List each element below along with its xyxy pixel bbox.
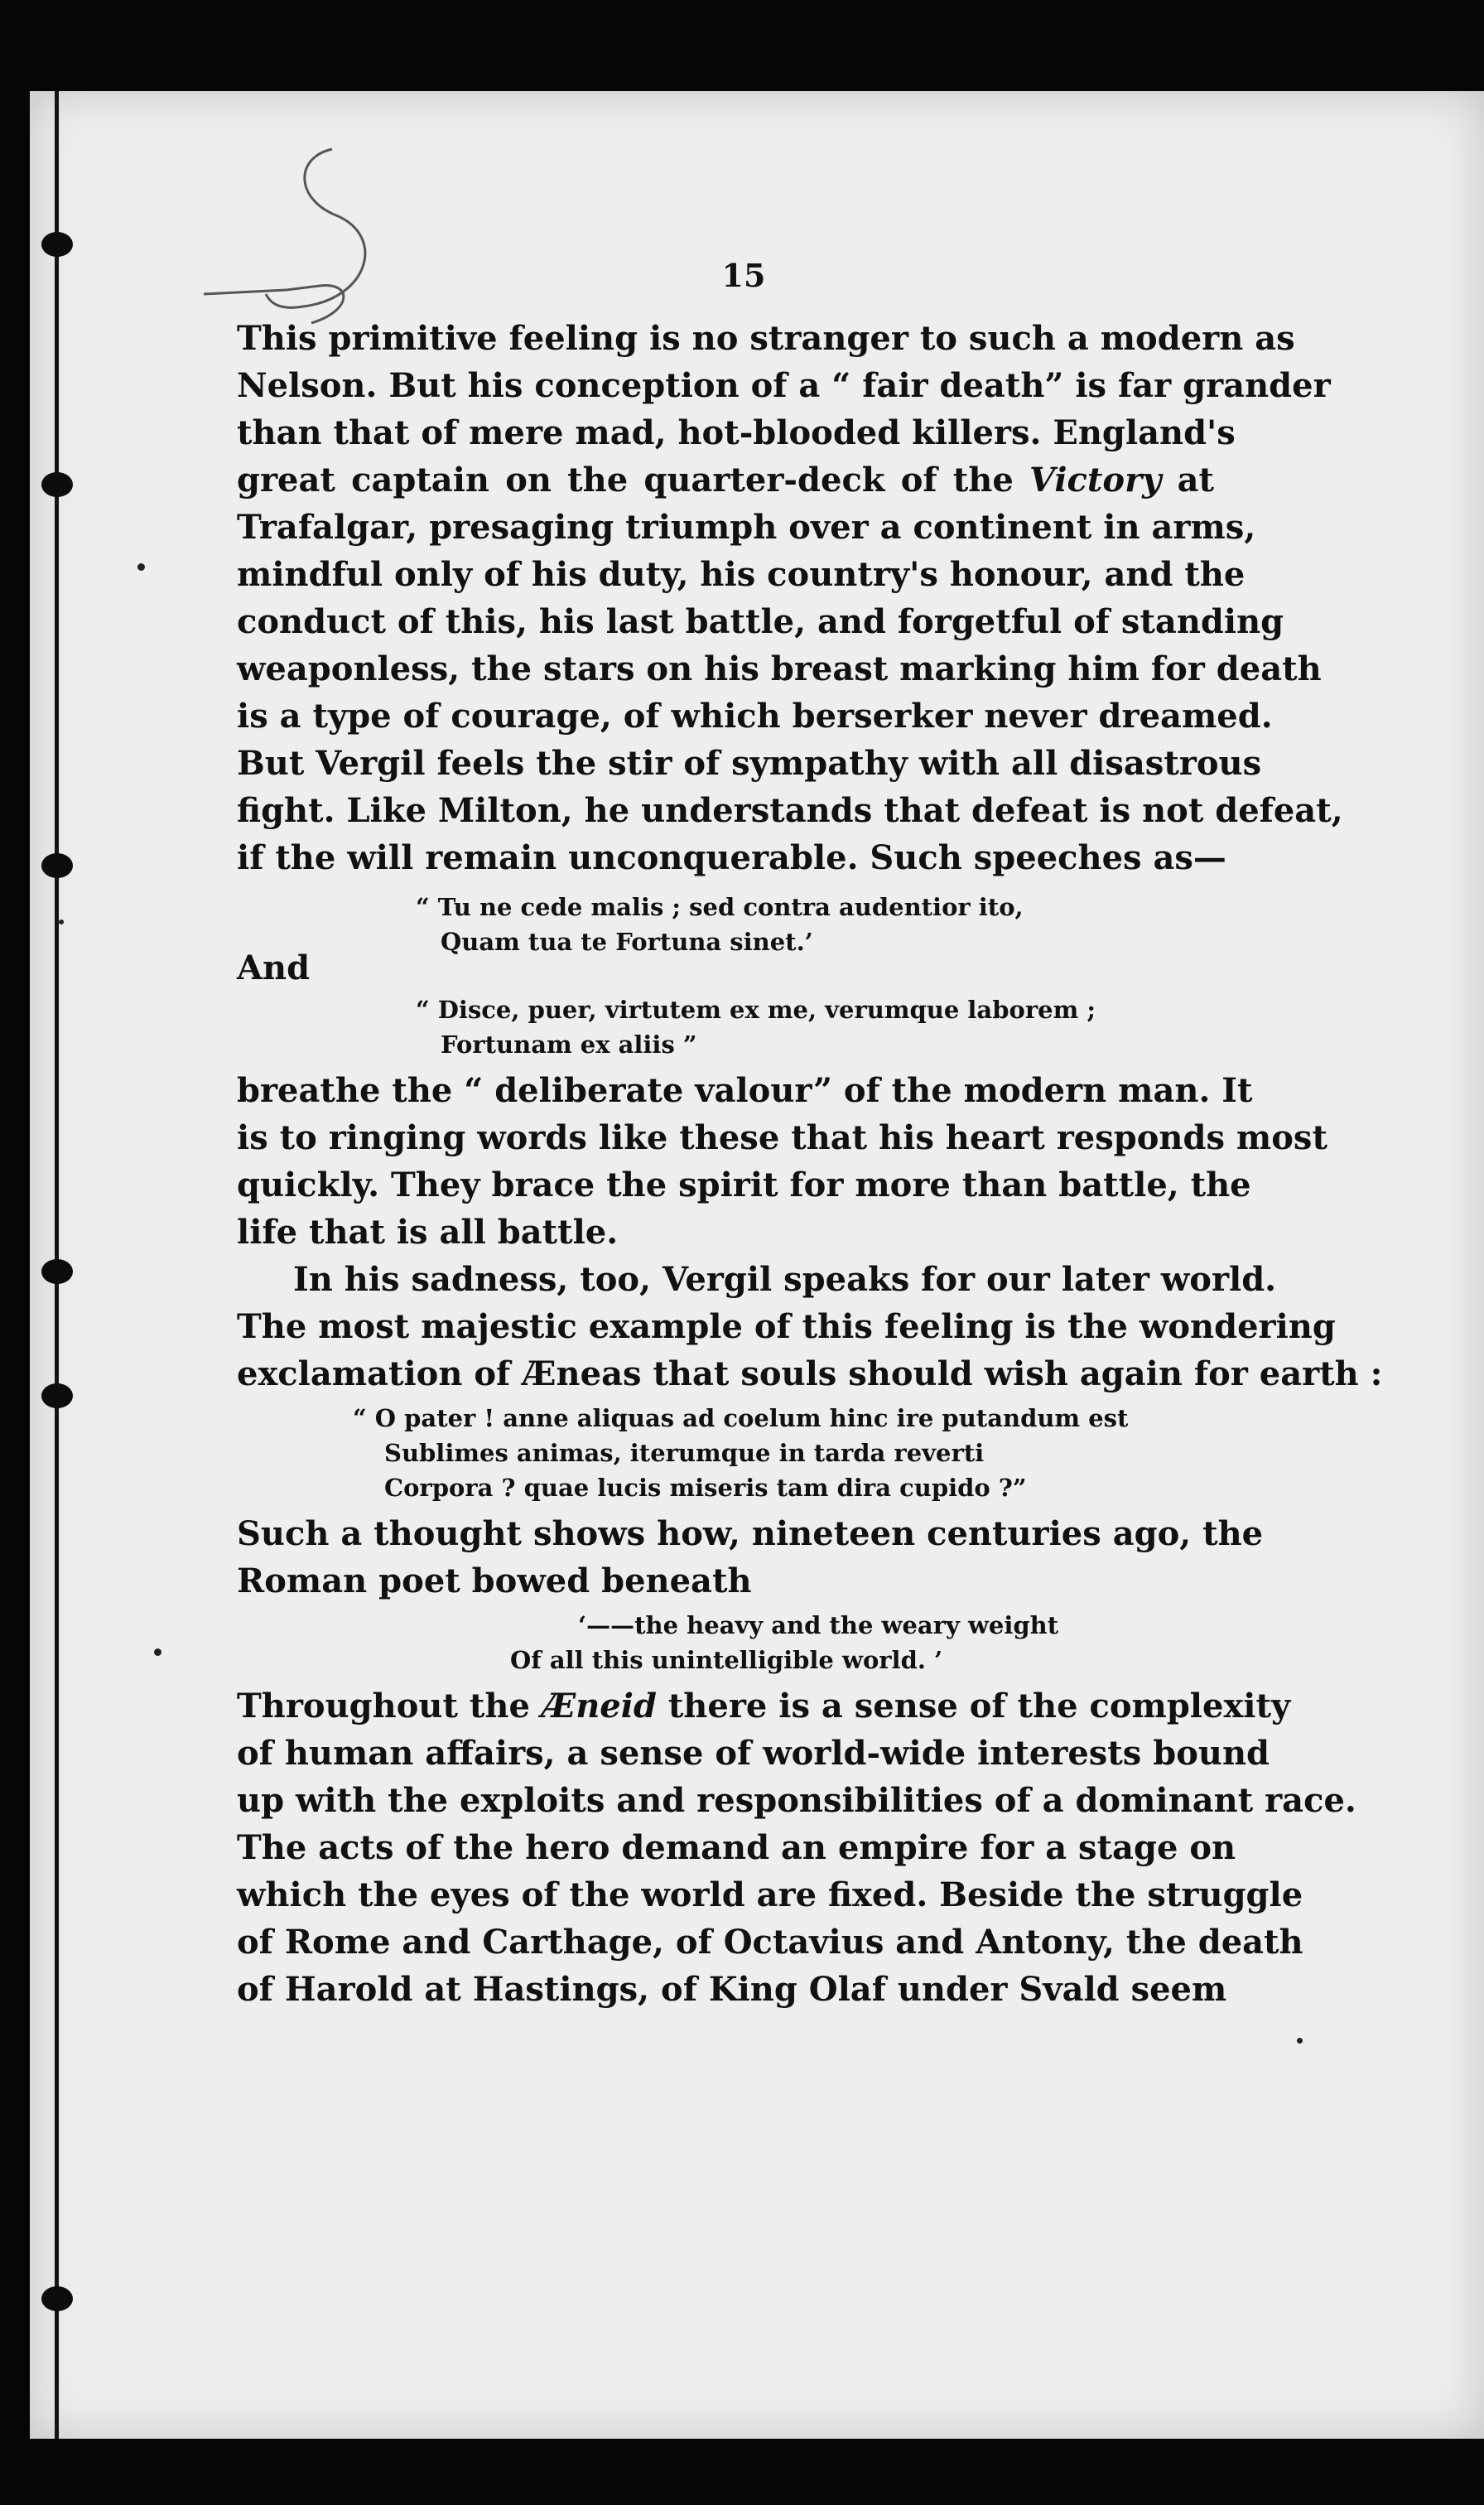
text-line: which the eyes of the world are fixed. Beside the struggle	[237, 1875, 1303, 1914]
paper-speck	[59, 919, 64, 924]
text-line: The most majestic example of this feeling is the wondering	[237, 1307, 1336, 1346]
text-fragment: there is a sense of the complexity	[656, 1687, 1291, 1726]
ship-name: Victory	[1029, 461, 1162, 500]
text-line	[237, 456, 1214, 504]
text-fragment: Throughout the	[237, 1687, 542, 1726]
text-line: exclamation of Æneas that souls should wish again for earth :	[237, 1354, 1383, 1393]
paper-speck	[137, 563, 145, 571]
latin-quote	[353, 1401, 1214, 1505]
text-line: But Vergil feels the stir of sympathy with all disastrous	[237, 744, 1262, 783]
text-line: mindful only of his duty, his country's honour, and the	[237, 555, 1246, 594]
text-line: up with the exploits and responsibilities of a dominant race.	[237, 1781, 1356, 1820]
text-line: of human affairs, a sense of world-wide interests bound	[237, 1734, 1270, 1773]
text-line: Nelson. But his conception of a “ fair death” is far grander	[237, 366, 1331, 405]
text-line: of Harold at Hastings, of King Olaf under Svald seem	[237, 1970, 1227, 2009]
quote-line: “ O pater ! anne aliquas ad coelum hinc ire putandum est	[353, 1404, 1129, 1432]
page-body	[237, 315, 1383, 2013]
binding-hole	[41, 1259, 73, 1284]
paragraph-valour	[237, 1067, 1327, 1256]
quote-line: “ Disce, puer, virtutem ex me, verumque laborem ;	[416, 996, 1096, 1024]
text-line: if the will remain unconquerable. Such speeches as—	[237, 838, 1226, 877]
and-label: And	[237, 948, 311, 987]
binding-hole	[41, 853, 73, 878]
paragraph-nelson	[237, 315, 1343, 881]
text-line: weaponless, the stars on his breast marking him for death	[237, 649, 1322, 688]
page-number: 15	[721, 257, 766, 294]
text-line: The acts of the hero demand an empire for a stage on	[237, 1828, 1236, 1867]
text-fragment: great captain on the quarter-deck of the	[237, 461, 1014, 500]
text-line: quickly. They brace the spirit for more than battle, the	[237, 1166, 1251, 1204]
text-line	[237, 1682, 1291, 1730]
text-line: than that of mere mad, hot-blooded killers. England's	[237, 413, 1236, 452]
text-line: In his sadness, too, Vergil speaks for our later world.	[293, 1260, 1277, 1299]
text-line: Trafalgar, presaging triumph over a continent in arms,	[237, 508, 1256, 547]
text-fragment: at	[1161, 461, 1214, 500]
quote-line: Fortunam ex aliis ”	[441, 1030, 697, 1059]
quote-line: Quam tua te Fortuna sinet.’	[441, 928, 813, 956]
paragraph-nineteen-centuries	[237, 1510, 1264, 1605]
wordsworth-quote	[510, 1608, 1214, 1677]
binding-hole	[41, 1383, 73, 1408]
binding-hole	[41, 2286, 73, 2311]
latin-quote	[416, 992, 1214, 1062]
text-line: fight. Like Milton, he understands that defeat is not defeat,	[237, 791, 1343, 830]
quote-line: “ Tu ne cede malis ; sed contra audentior ito,	[416, 893, 1024, 921]
text-line: conduct of this, his last battle, and forgetful of standing	[237, 602, 1284, 641]
paragraph-sadness	[237, 1256, 1383, 1397]
text-line: Roman poet bowed beneath	[237, 1561, 752, 1600]
work-title: Æneid	[541, 1687, 657, 1726]
text-line: breathe the “ deliberate valour” of the modern man. It	[237, 1071, 1253, 1110]
binding-hole	[41, 232, 73, 257]
quote-line: Corpora ? quae lucis miseris tam dira cupido ?”	[384, 1474, 1027, 1502]
quote-line: Of all this unintelligible world. ’	[510, 1646, 943, 1674]
text-line: This primitive feeling is no stranger to such a modern as	[237, 319, 1295, 358]
paper-speck	[154, 1648, 161, 1656]
quote-line: Sublimes animas, iterumque in tarda reverti	[384, 1439, 985, 1467]
binding-hole	[41, 472, 73, 497]
text-line: life that is all battle.	[237, 1213, 619, 1252]
paragraph-aeneid	[237, 1682, 1356, 2013]
paper-speck	[1297, 2038, 1303, 2044]
text-line: Such a thought shows how, nineteen centuries ago, the	[237, 1514, 1264, 1553]
text-line: of Rome and Carthage, of Octavius and Antony, the death	[237, 1923, 1303, 1962]
text-line: is a type of courage, of which berserker never dreamed.	[237, 697, 1273, 736]
text-line: is to ringing words like these that his heart responds most	[237, 1118, 1327, 1157]
quote-line: ‘——the heavy and the weary weight	[578, 1611, 1059, 1639]
